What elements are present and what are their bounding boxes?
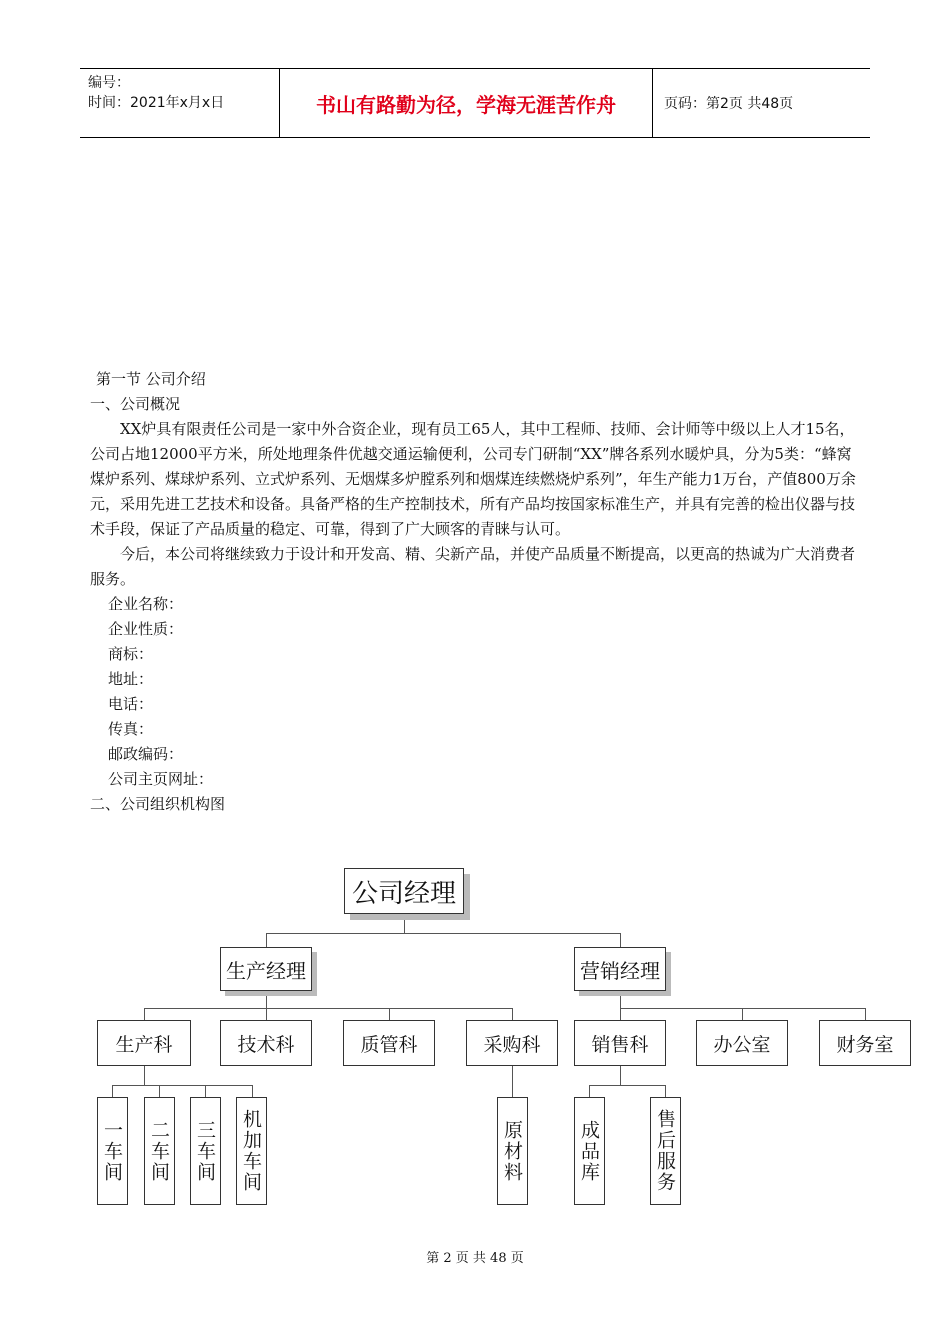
connector-line (389, 1008, 390, 1020)
connector-line (252, 1085, 253, 1097)
subheading-org-chart: 二、公司组织机构图 (90, 795, 226, 813)
connector-line (205, 1085, 206, 1097)
subheading-overview: 一、公司概况 (90, 395, 181, 413)
field-phone: 电话： (108, 695, 154, 713)
serial-label: 编号： (88, 75, 130, 91)
field-address: 地址： (108, 670, 154, 688)
connector-line (512, 1066, 513, 1097)
connector-line (159, 1085, 160, 1097)
paragraph-overview: XX炉具有限责任公司是一家中外合资企业，现有员工65人，其中工程师、技师、会计师等中级以上人才15名，公司占地12000平方米，所处地理条件优越交通运输便利，公司专门研制“XX”牌各系列水暖炉具，分为5类：“蜂窝煤炉系列、煤球炉系列、立式炉系列、无烟煤多炉膛系列和烟煤连续燃烧炉系列”，年生产能力1万台，产值800万余元，采用先进工艺技术和设备。具备严格的生产控制技术，所有产品均按国家标准生产，并具有完善的检出仪器与技术手段，保证了产品质量的稳定、可靠，得到了广大顾客的青睐与认可。 (90, 420, 856, 538)
org-node-workshop-3: 三车间 (190, 1097, 221, 1205)
connector-line (266, 992, 267, 1008)
connector-line (589, 1085, 665, 1086)
connector-line (266, 933, 267, 947)
connector-line (266, 1008, 267, 1020)
org-node-purchasing-dept: 采购科 (466, 1020, 558, 1066)
page-footer: 第 2 页 共 48 页 (426, 1251, 524, 1266)
org-node-sales-dept: 销售科 (574, 1020, 666, 1066)
connector-line (144, 1008, 512, 1009)
header-page-info: 页码：第2页 共48页 (664, 96, 794, 112)
connector-line (865, 1008, 866, 1020)
org-node-finished-goods: 成品库 (574, 1097, 605, 1205)
document-header (80, 68, 870, 138)
paragraph-future: 今后，本公司将继续致力于设计和开发高、精、尖新产品，并使产品质量不断提高，以更高的热诚为广大消费者服务。 (90, 545, 856, 588)
connector-line (144, 1008, 145, 1020)
org-node-workshop-1: 一车间 (97, 1097, 128, 1205)
header-motto: 书山有路勤为径，学海无涯苦作舟 (280, 69, 653, 137)
connector-line (742, 1008, 743, 1020)
org-node-general-manager: 公司经理 (344, 868, 464, 914)
connector-line (404, 915, 405, 933)
org-node-workshop-2: 二车间 (144, 1097, 175, 1205)
org-node-machining-workshop: 机加车间 (236, 1097, 267, 1205)
org-chart (0, 860, 950, 1220)
org-node-production-manager: 生产经理 (220, 947, 312, 991)
org-node-production-dept: 生产科 (97, 1020, 191, 1066)
document-body (90, 367, 860, 817)
org-node-office: 办公室 (696, 1020, 788, 1066)
field-trademark: 商标： (108, 645, 154, 663)
field-company-name: 企业名称： (108, 595, 184, 613)
org-node-finance: 财务室 (819, 1020, 911, 1066)
field-postcode: 邮政编码： (108, 745, 184, 763)
field-homepage: 公司主页网址： (108, 770, 214, 788)
connector-line (665, 1085, 666, 1097)
org-node-sales-manager: 营销经理 (574, 947, 666, 991)
connector-line (620, 1066, 621, 1085)
connector-line (112, 1085, 252, 1086)
connector-line (512, 1008, 513, 1020)
connector-line (144, 1066, 145, 1085)
connector-line (112, 1085, 113, 1097)
org-node-quality-dept: 质管科 (343, 1020, 435, 1066)
connector-line (620, 992, 621, 1008)
connector-line (589, 1085, 590, 1097)
header-meta (80, 69, 280, 137)
org-node-raw-materials: 原材料 (497, 1097, 528, 1205)
date-label: 时间：2021年x月x日 (88, 95, 225, 111)
connector-line (620, 1008, 621, 1020)
connector-line (620, 933, 621, 947)
org-node-technical-dept: 技术科 (220, 1020, 312, 1066)
connector-line (266, 933, 620, 934)
org-node-after-sales: 售后服务 (650, 1097, 681, 1205)
field-company-type: 企业性质： (108, 620, 184, 638)
section-title: 第一节 公司介绍 (96, 370, 206, 388)
field-fax: 传真： (108, 720, 154, 738)
